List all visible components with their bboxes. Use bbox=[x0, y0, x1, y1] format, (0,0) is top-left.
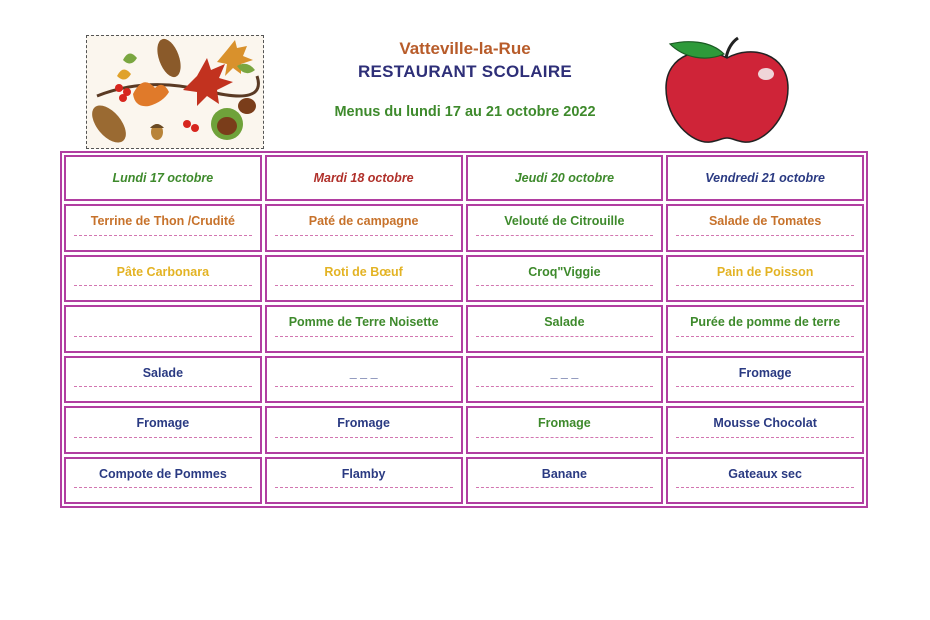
dish-name: Fromage bbox=[337, 416, 391, 430]
dish-name: Mousse Chocolat bbox=[713, 416, 817, 430]
dashed-divider bbox=[476, 487, 654, 488]
dashed-divider bbox=[74, 386, 252, 387]
dish-name: Compote de Pommes bbox=[98, 466, 227, 481]
dish-name: Salade de Tomates bbox=[708, 214, 822, 228]
dashed-divider bbox=[676, 386, 854, 387]
dashed-divider bbox=[275, 437, 453, 438]
day-header-friday: Vendredi 21 octobre bbox=[666, 155, 864, 201]
page-header bbox=[0, 0, 930, 150]
dashed-divider bbox=[676, 437, 854, 438]
day-header-monday: Lundi 17 octobre bbox=[64, 155, 262, 201]
dashed-divider bbox=[476, 386, 654, 387]
town-name: Vatteville-la-Rue bbox=[399, 39, 531, 58]
dashed-divider bbox=[676, 285, 854, 286]
dashed-divider bbox=[676, 487, 854, 488]
menu-cell bbox=[265, 204, 463, 252]
day-header-tuesday: Mardi 18 octobre bbox=[265, 155, 463, 201]
dish-name: Pomme de Terre Noisette bbox=[288, 315, 439, 329]
dashed-divider bbox=[476, 437, 654, 438]
dish-name: Salade bbox=[142, 365, 184, 380]
dish-name: Purée de pomme de terre bbox=[690, 315, 841, 329]
dish-name: Paté de campagne bbox=[308, 214, 419, 228]
dashed-divider bbox=[476, 336, 654, 337]
dashed-divider bbox=[74, 437, 252, 438]
dashed-divider bbox=[476, 285, 654, 286]
title-block bbox=[290, 38, 640, 84]
weekly-menu-table bbox=[60, 151, 868, 508]
autumn-leaves-illustration bbox=[86, 35, 264, 149]
menu-cell bbox=[466, 204, 664, 252]
dish-name: _ _ _ bbox=[349, 365, 378, 380]
dashed-divider bbox=[676, 336, 854, 337]
dashed-divider bbox=[74, 235, 252, 236]
dish-name: Fromage bbox=[537, 416, 591, 430]
dashed-divider bbox=[476, 235, 654, 236]
dish-name: Gateaux sec bbox=[728, 466, 802, 481]
menu-cell bbox=[265, 457, 463, 505]
dish-name: Velouté de Citrouille bbox=[504, 214, 625, 228]
dish-name: _ _ _ bbox=[550, 365, 579, 380]
red-apple-illustration bbox=[662, 36, 792, 146]
dish-name: Croq"Viggie bbox=[528, 264, 601, 279]
menu-cell bbox=[466, 356, 664, 404]
dish-name: Flamby bbox=[341, 466, 386, 481]
dashed-divider bbox=[275, 386, 453, 387]
dashed-divider bbox=[74, 285, 252, 286]
restaurant-title: RESTAURANT SCOLAIRE bbox=[357, 62, 573, 81]
dish-name: Pâte Carbonara bbox=[116, 264, 210, 279]
dashed-divider bbox=[275, 336, 453, 337]
day-header-thursday: Jeudi 20 octobre bbox=[466, 155, 664, 201]
dish-name: Fromage bbox=[738, 365, 792, 380]
dashed-divider bbox=[275, 487, 453, 488]
menu-cell bbox=[666, 457, 864, 505]
menu-cell bbox=[64, 457, 262, 505]
dashed-divider bbox=[74, 336, 252, 337]
menu-cell bbox=[64, 356, 262, 404]
menu-cell bbox=[64, 406, 262, 454]
menu-cell bbox=[466, 255, 664, 303]
dish-name: Pain de Poisson bbox=[716, 264, 814, 279]
dashed-divider bbox=[275, 235, 453, 236]
menu-cell bbox=[265, 255, 463, 303]
dashed-divider bbox=[676, 235, 854, 236]
menu-cell bbox=[466, 305, 664, 353]
menu-cell bbox=[666, 406, 864, 454]
menu-cell bbox=[666, 356, 864, 404]
dish-name: Terrine de Thon /Crudité bbox=[90, 214, 235, 228]
dish-name: Salade bbox=[544, 315, 585, 329]
menu-cell bbox=[666, 255, 864, 303]
menu-cell bbox=[64, 255, 262, 303]
menu-cell bbox=[466, 406, 664, 454]
dish-name: Fromage bbox=[136, 416, 190, 430]
menu-cell bbox=[64, 204, 262, 252]
dish-name: Roti de Bœuf bbox=[324, 264, 403, 279]
dish-name: Banane bbox=[541, 466, 587, 481]
menu-cell bbox=[466, 457, 664, 505]
dashed-divider bbox=[275, 285, 453, 286]
menu-cell bbox=[666, 305, 864, 353]
menu-cell bbox=[265, 356, 463, 404]
menu-cell bbox=[265, 305, 463, 353]
dashed-divider bbox=[74, 487, 252, 488]
menu-cell bbox=[666, 204, 864, 252]
week-dates: Menus du lundi 17 au 21 octobre 2022 bbox=[334, 104, 596, 120]
menu-cell bbox=[265, 406, 463, 454]
menu-cell bbox=[64, 305, 262, 353]
